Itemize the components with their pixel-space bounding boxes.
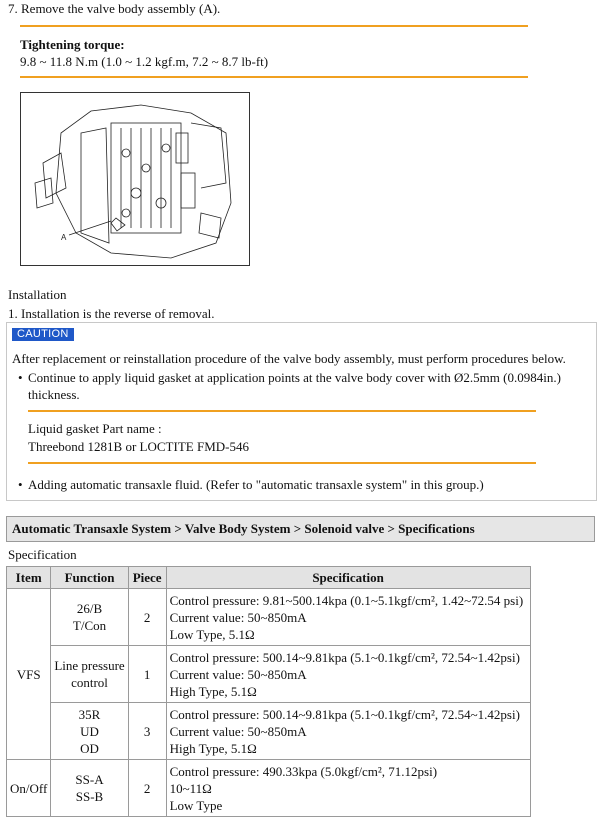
caution-intro: After replacement or reinstallation procedure of the valve body assembly, must perform procedures below. <box>12 351 566 366</box>
spec-line: Control pressure: 500.14~9.81kpa (5.1~0.1kgf/cm², 72.54~1.42psi) <box>169 649 520 665</box>
spec-line: Control pressure: 9.81~500.14kpa (0.1~5.1kgf/cm², 1.42~72.54 psi) <box>169 592 524 608</box>
table-row <box>7 646 531 703</box>
installation-step-1: 1. Installation is the reverse of removal. <box>8 306 215 321</box>
caution-bullet-1-line-1: Continue to apply liquid gasket at application points at the valve body cover with Ø2.5mm (0.0984in.) <box>28 370 561 385</box>
piece-cell: 2 <box>128 760 166 817</box>
function-cell <box>51 589 128 646</box>
header-function: Function <box>51 567 128 589</box>
function-line: 35R <box>78 706 101 722</box>
table-row <box>7 760 531 817</box>
function-line: SS-A <box>75 772 104 787</box>
piece-cell: 1 <box>128 646 166 703</box>
torque-label: Tightening torque: <box>20 37 125 52</box>
spec-line: Control pressure: 490.33kpa (5.0kgf/cm², 71.12psi) <box>169 763 438 779</box>
spec-cell <box>166 703 530 760</box>
valve-body-illustration <box>21 93 249 265</box>
header-specification: Specification <box>166 567 530 589</box>
header-piece: Piece <box>128 567 166 589</box>
table-header-row <box>7 567 531 589</box>
valve-body-figure <box>20 92 250 266</box>
divider <box>28 462 536 464</box>
spec-line: Low Type, 5.1Ω <box>169 626 255 642</box>
spec-line: Low Type <box>169 797 223 813</box>
caution-bullet-1-line-2: thickness. <box>28 387 80 402</box>
function-line: OD <box>80 740 99 756</box>
installation-heading: Installation <box>8 287 67 302</box>
spec-cell <box>166 589 530 646</box>
spec-line: 10~11Ω <box>169 780 212 796</box>
spec-line: High Type, 5.1Ω <box>169 740 257 756</box>
table-row <box>7 703 531 760</box>
bullet-icon: • <box>18 370 23 385</box>
piece-cell: 3 <box>128 703 166 760</box>
header-item: Item <box>7 567 51 589</box>
caution-badge: CAUTION <box>12 328 74 341</box>
function-line: Line pressure <box>54 658 125 673</box>
table-row <box>7 589 531 646</box>
function-line: T/Con <box>72 618 107 633</box>
function-line: control <box>71 675 108 690</box>
callout-a: A <box>61 233 67 242</box>
bullet-icon: • <box>18 477 23 492</box>
divider <box>28 410 536 412</box>
item-cell-vfs: VFS <box>7 589 51 760</box>
section-breadcrumb: Automatic Transaxle System > Valve Body System > Solenoid valve > Specifications <box>6 516 595 542</box>
spec-line: Current value: 50~850mA <box>169 666 307 682</box>
divider <box>20 25 528 27</box>
spec-line: Current value: 50~850mA <box>169 609 307 625</box>
specification-label: Specification <box>8 547 77 562</box>
divider <box>20 76 528 78</box>
function-cell <box>51 703 128 760</box>
spec-line: Control pressure: 500.14~9.81kpa (5.1~0.1kgf/cm², 72.54~1.42psi) <box>169 706 520 722</box>
step-7-text: 7. Remove the valve body assembly (A). <box>8 1 221 16</box>
gasket-value: Threebond 1281B or LOCTITE FMD-546 <box>28 439 249 454</box>
piece-cell: 2 <box>128 589 166 646</box>
spec-cell <box>166 760 530 817</box>
caution-bullet-2: Adding automatic transaxle fluid. (Refer to "automatic transaxle system" in this group.) <box>28 477 484 492</box>
function-line: SS-B <box>75 789 104 804</box>
spec-line: High Type, 5.1Ω <box>169 683 257 699</box>
function-line: UD <box>80 723 99 739</box>
torque-value: 9.8 ~ 11.8 N.m (1.0 ~ 1.2 kgf.m, 7.2 ~ 8.7 lb-ft) <box>20 54 269 69</box>
spec-cell <box>166 646 530 703</box>
item-cell-onoff: On/Off <box>7 760 51 817</box>
gasket-label: Liquid gasket Part name : <box>28 421 162 436</box>
spec-line: Current value: 50~850mA <box>169 723 307 739</box>
function-line: 26/B <box>76 601 103 616</box>
function-cell <box>51 646 128 703</box>
function-cell <box>51 760 128 817</box>
spec-table <box>6 566 531 817</box>
